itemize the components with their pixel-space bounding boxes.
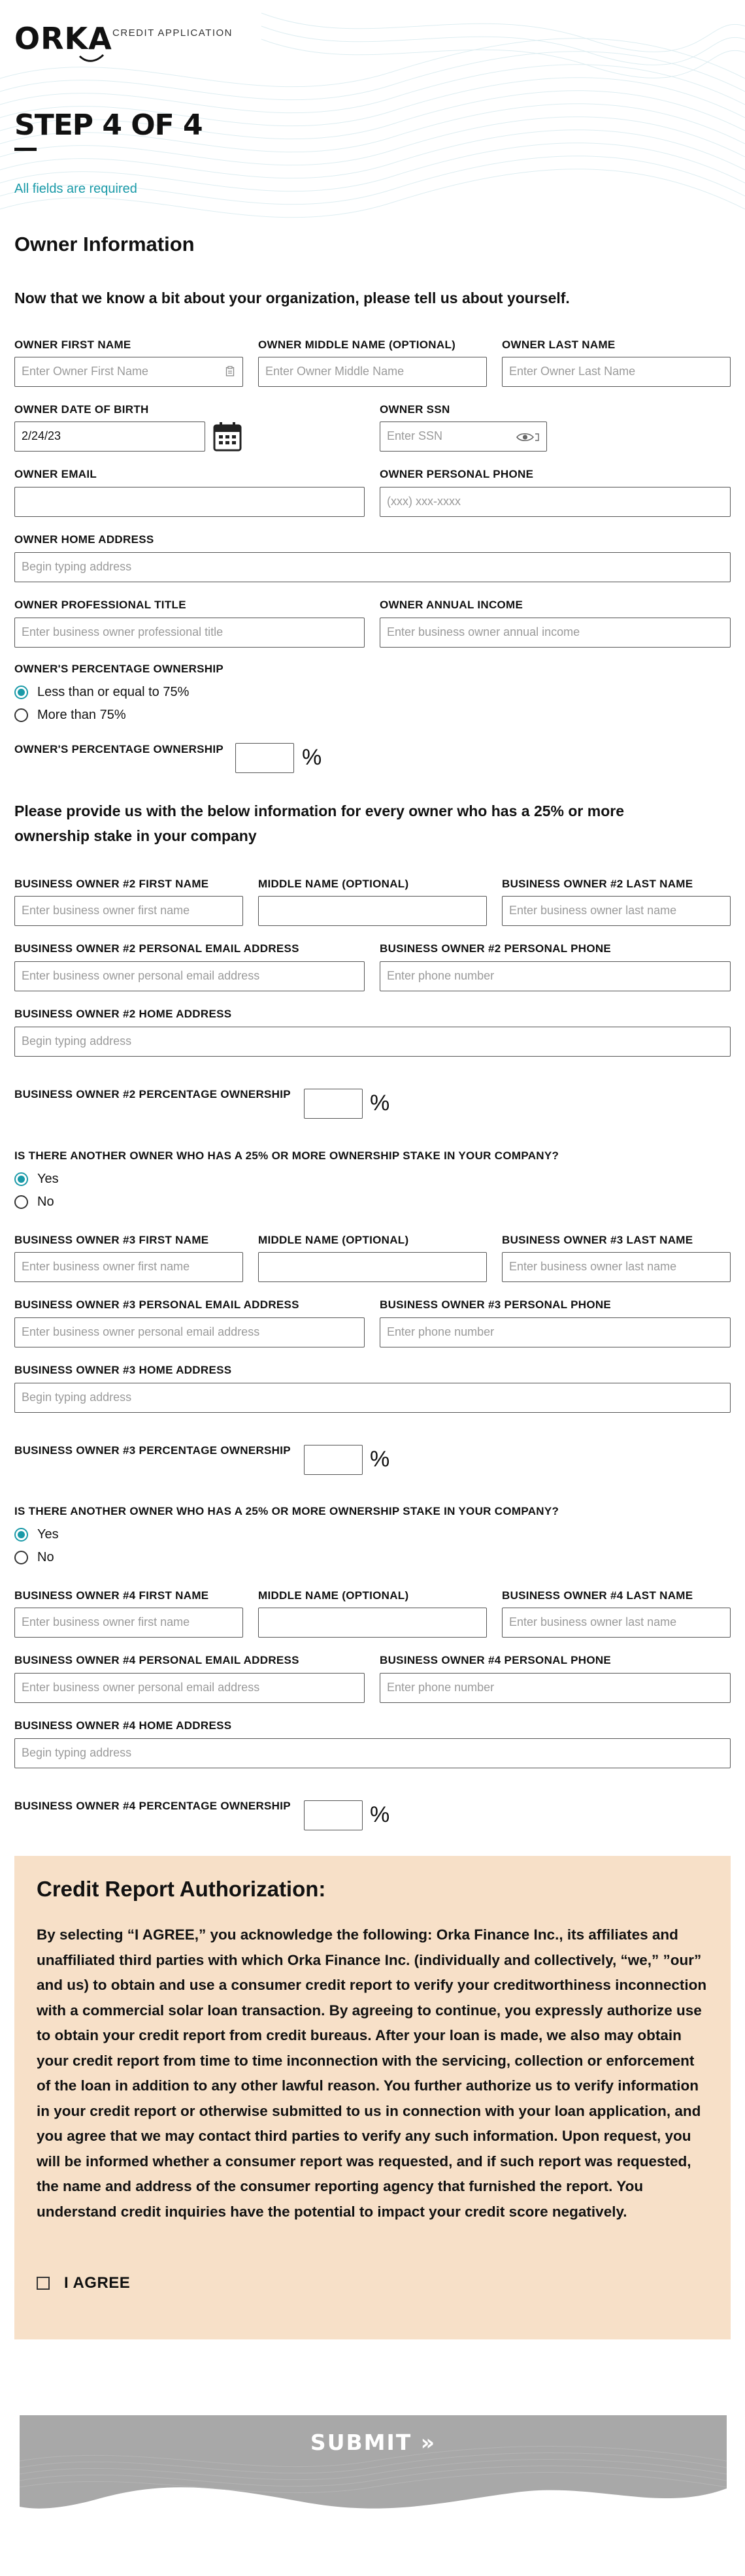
owner4-pct-label: BUSINESS OWNER #4 PERCENTAGE OWNERSHIP — [14, 1800, 291, 1812]
owner3-phone-input[interactable]: Enter phone number — [380, 1317, 731, 1347]
required-note: All fields are required — [14, 182, 137, 196]
step-underline — [14, 148, 37, 151]
owner4-address-label: BUSINESS OWNER #4 HOME ADDRESS — [14, 1719, 232, 1732]
owner4-pct-input[interactable] — [304, 1800, 363, 1830]
radio-another-owner-2-yes[interactable] — [14, 1172, 28, 1186]
owner-section-lead: Now that we know a bit about your organization, please tell us about yourself. — [14, 289, 570, 306]
owner-middle-name-input[interactable]: Enter Owner Middle Name — [258, 357, 487, 387]
owner3-address-label: BUSINESS OWNER #3 HOME ADDRESS — [14, 1364, 232, 1376]
ownership-option-gt75-label: More than 75% — [37, 708, 126, 722]
radio-lte75[interactable] — [14, 685, 28, 699]
agree-label: I AGREE — [64, 2274, 131, 2292]
owner2-address-label: BUSINESS OWNER #2 HOME ADDRESS — [14, 1008, 232, 1020]
owner4-last-name-input[interactable]: Enter business owner last name — [502, 1608, 731, 1638]
owner2-phone-label: BUSINESS OWNER #2 PERSONAL PHONE — [380, 942, 612, 955]
owner4-phone-input[interactable]: Enter phone number — [380, 1673, 731, 1703]
owner-first-name-input[interactable]: Enter Owner First Name — [14, 357, 243, 387]
ownership-option-lte75-label: Less than or equal to 75% — [37, 685, 190, 699]
owner3-pct-input[interactable] — [304, 1445, 363, 1475]
owner3-email-label: BUSINESS OWNER #3 PERSONAL EMAIL ADDRESS — [14, 1298, 299, 1311]
owner-home-address-input[interactable]: Begin typing address — [14, 552, 731, 582]
radio-another-owner-3-yes[interactable] — [14, 1528, 28, 1542]
owner2-pct-symbol: % — [370, 1091, 390, 1115]
owner3-first-name-input[interactable]: Enter business owner first name — [14, 1252, 243, 1282]
owner2-pct-input[interactable] — [304, 1089, 363, 1119]
owner3-first-name-label: BUSINESS OWNER #3 FIRST NAME — [14, 1234, 209, 1246]
owner-email-input[interactable] — [14, 487, 365, 517]
ownership-choice-label: OWNER'S PERCENTAGE OWNERSHIP — [14, 663, 224, 675]
ownership-pct-symbol: % — [302, 745, 322, 770]
owner3-pct-symbol: % — [370, 1447, 390, 1472]
owner2-address-input[interactable]: Begin typing address — [14, 1027, 731, 1057]
owner2-email-input[interactable]: Enter business owner personal email address — [14, 961, 365, 991]
owner4-address-input[interactable]: Begin typing address — [14, 1738, 731, 1768]
another-owner-question-2: IS THERE ANOTHER OWNER WHO HAS A 25% OR MORE OWNERSHIP STAKE IN YOUR COMPANY? — [14, 1149, 559, 1162]
credit-title: Credit Report Authorization: — [37, 1877, 326, 1901]
owner4-first-name-label: BUSINESS OWNER #4 FIRST NAME — [14, 1589, 209, 1602]
owner-phone-input[interactable]: (xxx) xxx-xxxx — [380, 487, 731, 517]
owner-title-input[interactable]: Enter business owner professional title — [14, 618, 365, 648]
owner3-middle-name-label: MIDDLE NAME (OPTIONAL) — [258, 1234, 409, 1246]
owner3-last-name-label: BUSINESS OWNER #3 LAST NAME — [502, 1234, 693, 1246]
owner-middle-name-label: OWNER MIDDLE NAME (OPTIONAL) — [258, 339, 456, 351]
owner4-email-label: BUSINESS OWNER #4 PERSONAL EMAIL ADDRESS — [14, 1654, 299, 1666]
owner2-middle-name-input[interactable] — [258, 896, 487, 926]
owner4-pct-symbol: % — [370, 1802, 390, 1827]
another-owner-question-3: IS THERE ANOTHER OWNER WHO HAS A 25% OR MORE OWNERSHIP STAKE IN YOUR COMPANY? — [14, 1505, 559, 1517]
owner-email-label: OWNER EMAIL — [14, 468, 97, 480]
submit-label: SUBMIT » — [310, 2430, 437, 2455]
owner4-middle-name-input[interactable] — [258, 1608, 487, 1638]
radio-gt75[interactable] — [14, 708, 28, 722]
owner-ssn-input[interactable]: Enter SSN — [380, 421, 547, 452]
agree-checkbox[interactable] — [37, 2277, 50, 2290]
owner2-first-name-label: BUSINESS OWNER #2 FIRST NAME — [14, 878, 209, 890]
owner2-phone-input[interactable]: Enter phone number — [380, 961, 731, 991]
another-owner-2-yes[interactable] — [14, 1172, 59, 1187]
owner3-address-input[interactable]: Begin typing address — [14, 1383, 731, 1413]
clipboard-icon[interactable] — [225, 366, 235, 376]
owner4-email-input[interactable]: Enter business owner personal email address — [14, 1673, 365, 1703]
credit-authorization-panel — [14, 1856, 731, 2339]
owner4-first-name-input[interactable]: Enter business owner first name — [14, 1608, 243, 1638]
owner-title-label: OWNER PROFESSIONAL TITLE — [14, 599, 186, 611]
ownership-option-lte75[interactable] — [14, 685, 189, 700]
owner2-middle-name-label: MIDDLE NAME (OPTIONAL) — [258, 878, 409, 890]
another-owner-3-yes[interactable] — [14, 1527, 59, 1542]
owner-home-address-label: OWNER HOME ADDRESS — [14, 533, 154, 546]
owner-income-input[interactable]: Enter business owner annual income — [380, 618, 731, 648]
ownership-option-gt75[interactable] — [14, 708, 126, 723]
owner-dob-input[interactable]: 2/24/23 — [14, 421, 205, 452]
owner2-last-name-label: BUSINESS OWNER #2 LAST NAME — [502, 878, 693, 890]
owner-last-name-input[interactable]: Enter Owner Last Name — [502, 357, 731, 387]
owner2-pct-label: BUSINESS OWNER #2 PERCENTAGE OWNERSHIP — [14, 1088, 291, 1100]
orka-logo[interactable]: ORKA — [14, 21, 112, 56]
owner-section-heading: Owner Information — [14, 233, 195, 256]
owner4-middle-name-label: MIDDLE NAME (OPTIONAL) — [258, 1589, 409, 1602]
owner-first-name-label: OWNER FIRST NAME — [14, 339, 131, 351]
owner2-last-name-input[interactable]: Enter business owner last name — [502, 896, 731, 926]
owner-phone-label: OWNER PERSONAL PHONE — [380, 468, 534, 480]
owner2-email-label: BUSINESS OWNER #2 PERSONAL EMAIL ADDRESS — [14, 942, 299, 955]
owner3-last-name-input[interactable]: Enter business owner last name — [502, 1252, 731, 1282]
calendar-icon[interactable] — [213, 421, 242, 452]
eye-icon[interactable] — [516, 432, 540, 442]
owner-ssn-label: OWNER SSN — [380, 403, 450, 416]
app-label: CREDIT APPLICATION — [112, 27, 233, 39]
agree-row[interactable] — [37, 2274, 130, 2292]
step-title: STEP 4 OF 4 — [14, 108, 203, 142]
submit-button[interactable] — [20, 2415, 727, 2517]
another-owner-3-no-label: No — [37, 1550, 54, 1564]
another-owner-3-no[interactable] — [14, 1550, 54, 1565]
radio-another-owner-3-no[interactable] — [14, 1551, 28, 1564]
ownership-pct-label: OWNER'S PERCENTAGE OWNERSHIP — [14, 743, 224, 755]
another-owner-2-no-label: No — [37, 1195, 54, 1209]
owner2-first-name-input[interactable]: Enter business owner first name — [14, 896, 243, 926]
another-owner-3-yes-label: Yes — [37, 1527, 59, 1542]
owner4-phone-label: BUSINESS OWNER #4 PERSONAL PHONE — [380, 1654, 612, 1666]
owner-last-name-label: OWNER LAST NAME — [502, 339, 616, 351]
owner4-last-name-label: BUSINESS OWNER #4 LAST NAME — [502, 1589, 693, 1602]
owner-dob-label: OWNER DATE OF BIRTH — [14, 403, 149, 416]
logo-swoosh-icon — [78, 54, 105, 63]
another-owner-2-yes-label: Yes — [37, 1172, 59, 1186]
owner-income-label: OWNER ANNUAL INCOME — [380, 599, 523, 611]
credit-body: By selecting “I AGREE,” you acknowledge the following: Orka Finance Inc., its affiliates and unaffiliated third parties with which Orka Finance Inc. (individually and collectively, “we,” ”our” and us) to obtain and use a consumer credit report to verify your creditworthiness inconnection with a commercial solar loan transaction. By agreeing to continue, you expressly authorize use to obtain your credit report from credit bureaus. After your loan is made, we also may obtain your credit report from time to time inconnection with the servicing, collection or enforcement of the loan in addition to any other lawful reason. You further authorize us to verify information in your credit report or otherwise submitted to us in connection with your loan application, and you agree that we may contact third parties to verify any such information. Upon request, you will be informed whether a consumer report was requested, and if such report was requested, the name and address of the consumer reporting agency that furnished the report. You understand credit inquiries have the potential to impact your credit score negatively. — [37, 1926, 707, 2220]
owner3-middle-name-input[interactable] — [258, 1252, 487, 1282]
another-owner-2-no[interactable] — [14, 1195, 54, 1210]
radio-another-owner-2-no[interactable] — [14, 1195, 28, 1209]
owner3-email-input[interactable]: Enter business owner personal email address — [14, 1317, 365, 1347]
other-owners-lead: Please provide us with the below information for every owner who has a 25% or more ownership stake in your company — [14, 802, 625, 844]
ownership-pct-input[interactable] — [235, 743, 294, 773]
owner3-phone-label: BUSINESS OWNER #3 PERSONAL PHONE — [380, 1298, 612, 1311]
owner3-pct-label: BUSINESS OWNER #3 PERCENTAGE OWNERSHIP — [14, 1444, 291, 1457]
